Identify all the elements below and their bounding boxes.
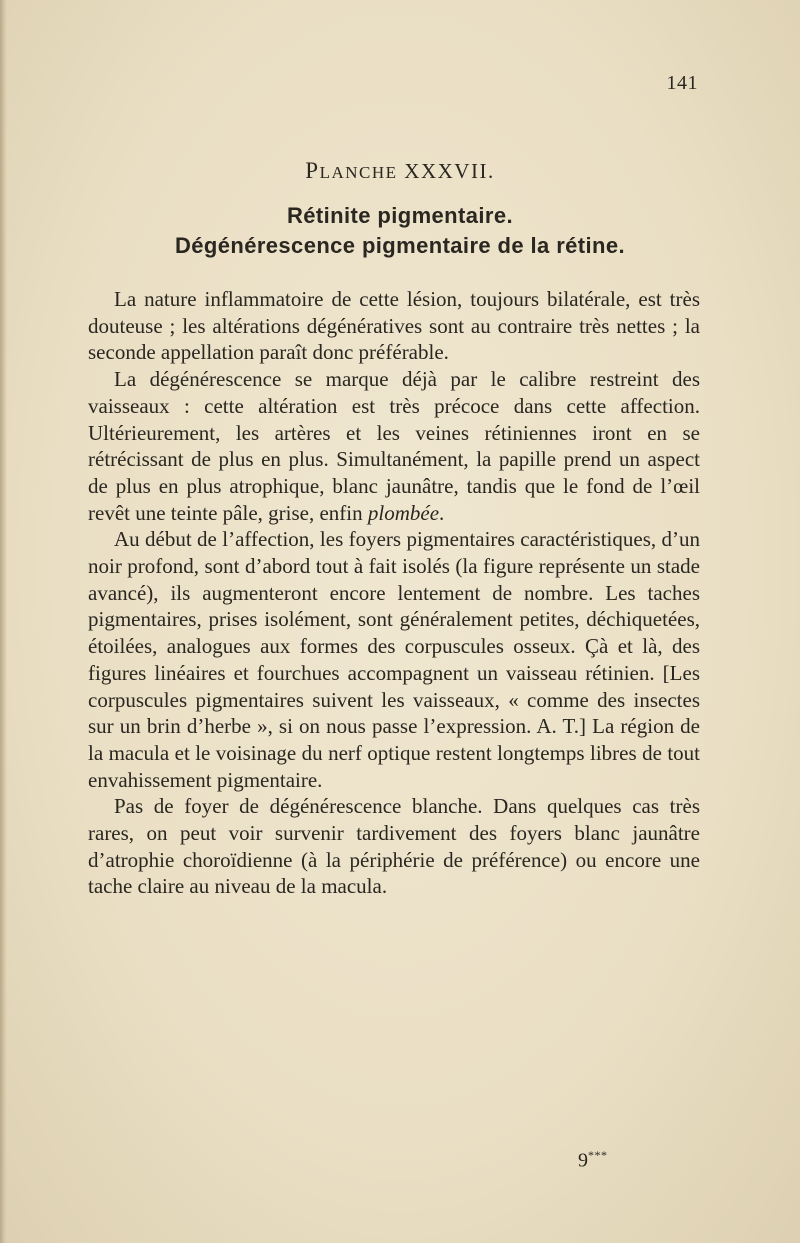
signature-number: 9	[578, 1149, 588, 1172]
page-binding-edge	[0, 0, 7, 1243]
heading-degenerescence: Dégénérescence pigmentaire de la rétine.	[174, 233, 626, 258]
paragraph-2-text: La dégénérescence se marque déjà par le calibre restreint des vaisseaux : cette altération est très précoce dans cette affection. Ultérieurement, les artères et les veines rétiniennes iront en se rétrécissant de plus en plus. Simultanément, la papille prend un aspect de plus en plus atrophique, blanc jaunâtre, tandis que le fond de l’œil revêt une teinte pâle, grise, enfin	[88, 367, 700, 525]
plate-title-numeral: XXXVII.	[404, 159, 495, 183]
body-text	[88, 286, 700, 900]
plate-title-rest: LANCHE	[319, 163, 398, 182]
paragraph-3: Au début de l’affection, les foyers pigmentaires caractéristiques, d’un noir profond, sont d’abord tout à fait isolés (la figure représente un stade avancé), ils augmenteront encore lentement de nombre. Les taches pigmentaires, prises isolément, sont généralement petites, déchiquetées, étoilées, analogues aux formes des corpuscules osseux. Çà et là, des figures linéaires et fourchues accompagnent un vaisseau rétinien. [Les corpuscules pigmentaires suivent les vaisseaux, « comme des insectes sur un brin d’herbe », si on nous passe l’expression. A. T.] La région de la macula et le voisinage du nerf optique restent longtemps libres de tout envahissement pigmentaire.	[88, 527, 700, 792]
plate-title	[0, 158, 800, 184]
paragraph-4: Pas de foyer de dégénérescence blanche. Dans quelques cas très rares, on peut voir survenir tardivement des foyers blanc jaunâtre d’atrophie choroïdienne (à la périphérie de préférence) ou encore une tache claire au niveau de la macula.	[88, 794, 700, 899]
paragraph-2	[88, 366, 700, 526]
signature-mark	[578, 1148, 608, 1173]
paragraph-1: La nature inflammatoire de cette lésion, toujours bilatérale, est très douteuse ; les altérations dégénératives sont au contraire très nettes ; la seconde appellation paraît donc préférable.	[88, 287, 700, 365]
heading-retinite: Rétinite pigmentaire.	[287, 203, 513, 228]
paragraph-2-emphasis: plombée	[367, 500, 440, 525]
signature-stars: ***	[588, 1148, 608, 1162]
page-number: 141	[666, 72, 698, 94]
plate-title-initial: P	[305, 158, 320, 183]
paragraph-2-end: .	[439, 500, 445, 525]
